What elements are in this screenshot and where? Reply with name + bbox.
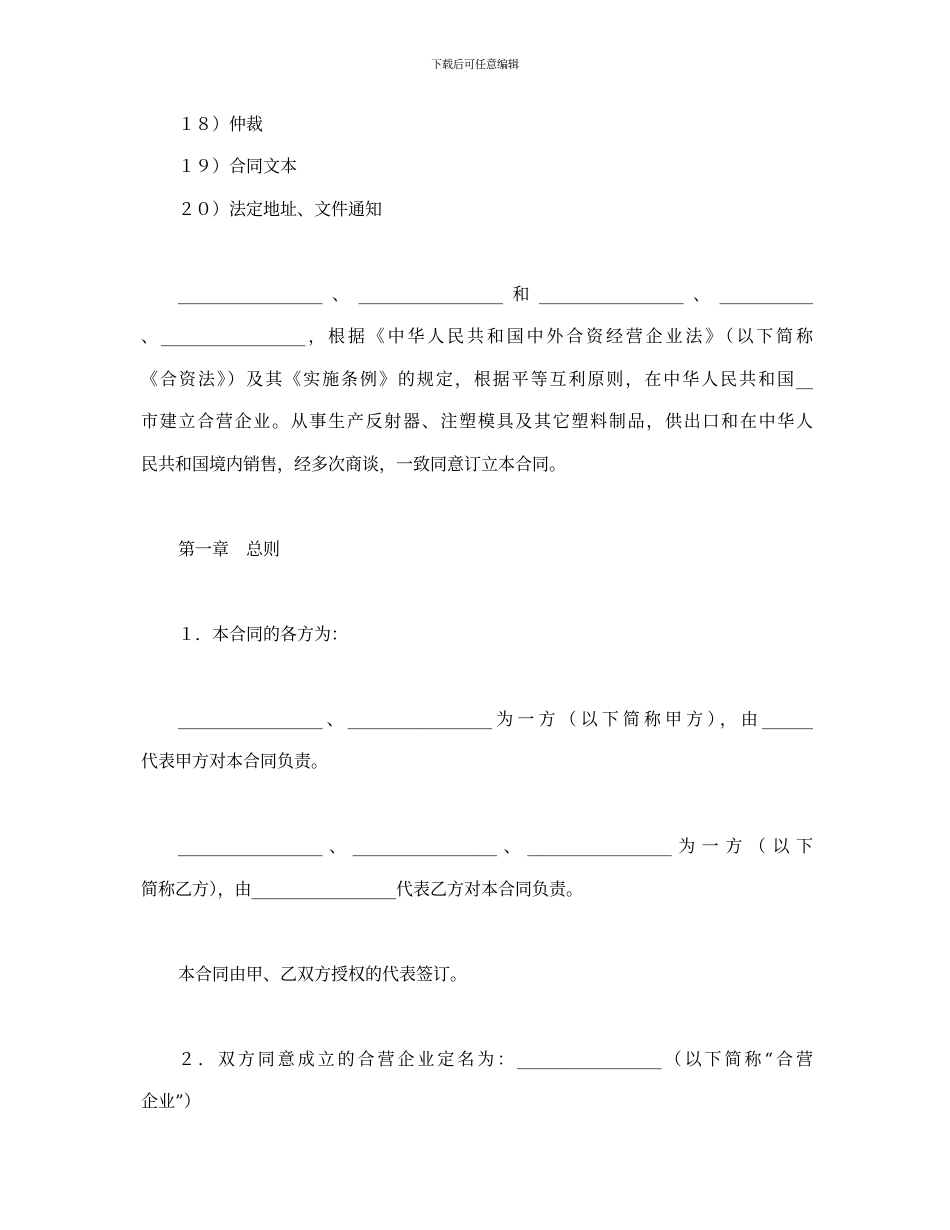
page-header: 下载后可任意编辑 bbox=[431, 58, 519, 71]
party-a-line-1: _________________、_________________为一方（以下简称甲方），由______ bbox=[178, 710, 813, 730]
clause-1-heading: １．本合同的各方为： bbox=[178, 625, 348, 645]
clause-2-line-2: 企业”） bbox=[141, 1092, 201, 1112]
preamble-line-4: 市建立合营企业。从事生产反射器、注塑模具及其它塑料制品，供出口和在中华人 bbox=[141, 412, 813, 432]
toc-item-19: １９）合同文本 bbox=[178, 157, 297, 177]
party-b-line-2: 简称乙方），由_________________代表乙方对本合同负责。 bbox=[141, 880, 583, 900]
signing-statement: 本合同由甲、乙双方授权的代表签订。 bbox=[178, 965, 467, 985]
preamble-line-1: _________________、_________________和_________________、___________ bbox=[178, 285, 813, 305]
party-a-line-2: 代表甲方对本合同负责。 bbox=[141, 752, 328, 772]
preamble-line-2: 、_________________，根据《中华人民共和国中外合资经营企业法》（以下简称 bbox=[141, 327, 813, 347]
party-b-line-1: _________________、_________________、_________________为一方（以下 bbox=[178, 837, 813, 857]
toc-item-20: ２０）法定地址、文件通知 bbox=[178, 200, 382, 220]
toc-item-18: １８）仲裁 bbox=[178, 115, 263, 135]
clause-2-line-1: ２．双方同意成立的合营企业定名为：_________________（以下简称“合营 bbox=[178, 1050, 813, 1070]
preamble-line-3: 《合资法》）及其《实施条例》的规定，根据平等互利原则，在中华人民共和国__ bbox=[141, 370, 813, 390]
preamble-line-5: 民共和国境内销售，经多次商谈，一致同意订立本合同。 bbox=[141, 455, 566, 475]
chapter-title: 第一章 总则 bbox=[178, 540, 280, 560]
